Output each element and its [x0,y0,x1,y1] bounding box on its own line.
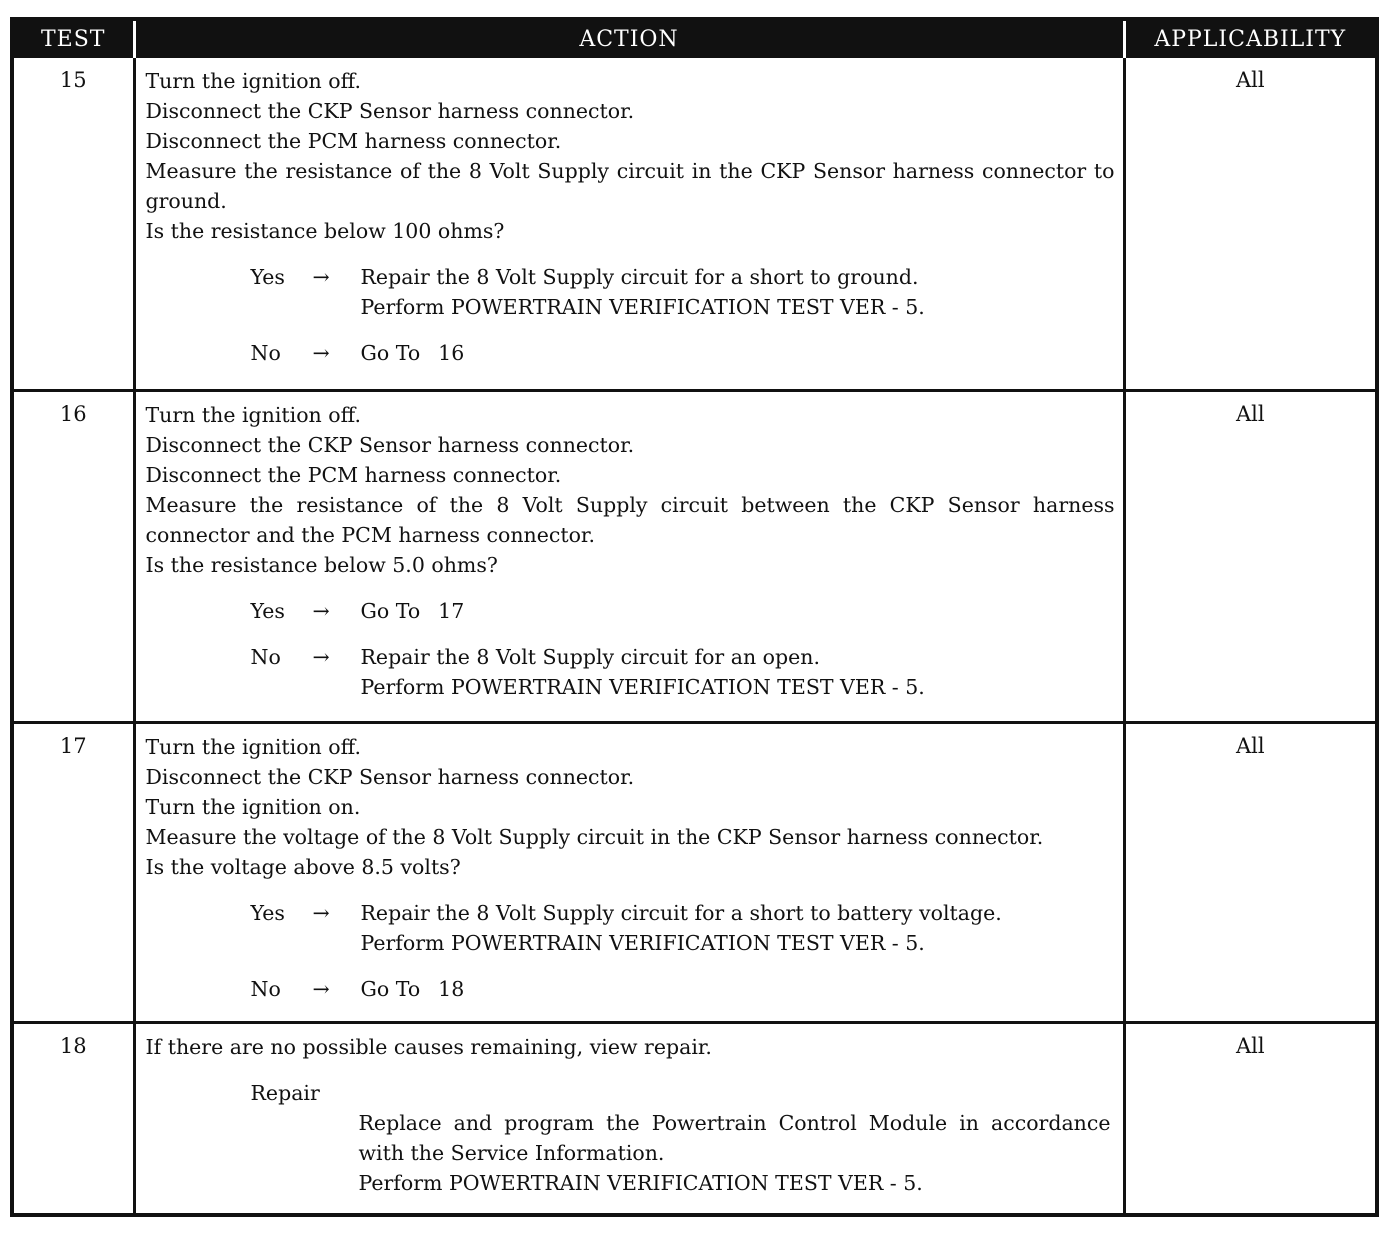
outcome-result [361,338,1115,368]
right-arrow-icon: → [312,341,330,365]
outcome-result-line: Perform POWERTRAIN VERIFICATION TEST VER - 5. [360,930,925,955]
right-arrow-icon: → [312,976,330,1001]
right-arrow-icon: → [312,265,330,289]
action-step: If there are no possible causes remaining, view repair. [145,1034,712,1059]
action-cell [134,1022,1124,1216]
repair-label: Repair [250,1080,320,1105]
action-cell [134,390,1124,722]
outcome-result [361,596,1115,626]
goto-test-link[interactable]: 16 [438,341,465,365]
applicability-value: All [1124,58,1375,390]
goto-text: Go To [360,598,421,623]
outcome-yes [146,596,1115,626]
outcome-label: No [250,341,281,365]
right-arrow-icon: → [312,900,330,925]
action-step: Turn the ignition off. [145,734,361,759]
outcome-yes [146,898,1115,958]
action-step: Turn the ignition on. [145,794,361,819]
action-cell [134,722,1124,1022]
action-cell [134,58,1124,390]
action-question: Is the resistance below 5.0 ohms? [145,552,498,577]
outcome-no [146,974,1115,1004]
table-row [14,722,1375,1022]
action-question: Is the resistance below 100 ohms? [145,219,505,243]
goto-text: Go To [360,976,421,1001]
action-step: Disconnect the CKP Sensor harness connector. [145,764,635,789]
outcome-no [146,338,1115,368]
diagnostic-test-table-frame [10,17,1379,1217]
outcome-result-line: Repair the 8 Volt Supply circuit for an open. [360,644,820,669]
diagnostic-test-table [14,21,1375,1216]
table-row [14,1022,1375,1216]
outcome-label: No [250,976,281,1001]
outcome-yes [146,262,1115,322]
repair-instructions: Replace and program the Powertrain Control Module in accordance with the Service Information. [358,1110,1111,1165]
outcome-label: Yes [250,598,285,623]
header-action: ACTION [134,21,1124,58]
outcome-label: Yes [250,900,285,925]
outcome-result [361,642,1115,702]
action-step: Disconnect the PCM harness connector. [145,129,562,153]
action-step: Measure the voltage of the 8 Volt Supply circuit in the CKP Sensor harness connector. [145,824,1044,849]
applicability-value: All [1124,722,1375,1022]
action-step: Disconnect the CKP Sensor harness connector. [145,99,635,123]
action-step: Disconnect the PCM harness connector. [145,462,562,487]
action-question: Is the voltage above 8.5 volts? [145,854,461,879]
goto-text: Go To [360,341,421,365]
header-applicability: APPLICABILITY [1124,21,1375,58]
outcome-result-line: Perform POWERTRAIN VERIFICATION TEST VER - 5. [360,674,925,699]
right-arrow-icon: → [312,644,330,669]
action-step: Disconnect the CKP Sensor harness connector. [145,432,635,457]
outcome-label: No [250,644,281,669]
table-header-row [14,21,1375,58]
goto-test-link[interactable]: 18 [438,976,465,1001]
applicability-value: All [1124,390,1375,722]
repair-block [146,1078,1115,1198]
outcome-result [361,898,1115,958]
action-step: Measure the resistance of the 8 Volt Supply circuit between the CKP Sensor harness connector and the PCM harness connector. [145,492,1115,547]
goto-test-link[interactable]: 17 [438,598,465,623]
header-test: TEST [14,21,134,58]
repair-verification: Perform POWERTRAIN VERIFICATION TEST VER - 5. [358,1170,923,1195]
right-arrow-icon: → [312,598,330,623]
test-number: 16 [14,390,134,722]
action-step: Turn the ignition off. [145,402,361,427]
test-number: 17 [14,722,134,1022]
outcome-label: Yes [250,265,285,289]
outcome-no [146,642,1115,702]
table-row [14,390,1375,722]
table-row [14,58,1375,390]
applicability-value: All [1124,1022,1375,1216]
action-step: Turn the ignition off. [145,69,361,93]
outcome-result [361,262,1115,322]
outcome-result-line: Perform POWERTRAIN VERIFICATION TEST VER - 5. [360,295,925,319]
test-number: 15 [14,58,134,390]
outcome-result-line: Repair the 8 Volt Supply circuit for a short to ground. [360,265,919,289]
outcome-result-line: Repair the 8 Volt Supply circuit for a short to battery voltage. [360,900,1002,925]
test-number: 18 [14,1022,134,1216]
outcome-result [361,974,1115,1004]
action-step: Measure the resistance of the 8 Volt Supply circuit in the CKP Sensor harness connector to ground. [145,159,1115,213]
